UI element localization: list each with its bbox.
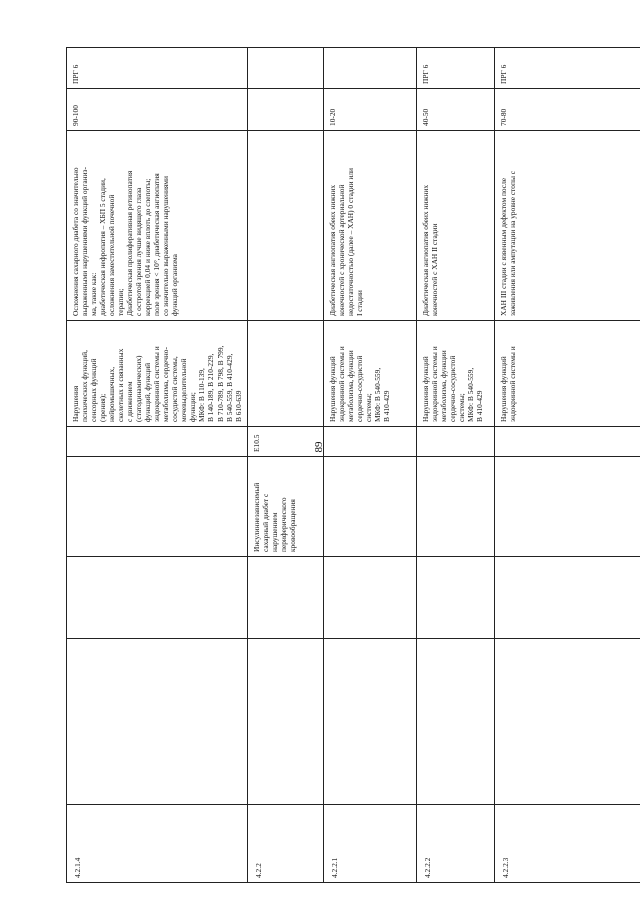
cell-code-text: 4.2.2.1 (329, 857, 339, 878)
cell-icd (416, 427, 494, 457)
cell-functions-line: с движением (125, 381, 135, 422)
cell-empty-2 (416, 557, 494, 639)
cell-description-line: I стадии (354, 290, 364, 316)
cell-description-line: диабетическая нефропатия – ХБП 5 стадии, (98, 178, 108, 316)
cell-functions-line: Нарушения функций (327, 356, 337, 422)
cell-diagnosis-line: нарушением (269, 512, 279, 552)
cell-description-line: со значительно выраженными нарушениями (161, 176, 171, 316)
cell-diagnosis (247, 457, 323, 557)
cell-percent (494, 89, 640, 131)
cell-diagnosis (67, 457, 248, 557)
cell-description-line: заживления или ампутации на уровне стопы с (507, 170, 517, 316)
cell-code (494, 805, 640, 883)
cell-category (247, 48, 323, 89)
cell-empty-1 (416, 639, 494, 805)
cell-description-line: осложнения заместительной почечной (107, 194, 117, 316)
cell-functions-line: сенсорных функций (89, 358, 99, 422)
cell-description-line: Диабетическая пролиферативная ретинопатия (125, 170, 135, 316)
cell-description (494, 131, 640, 321)
cell-code (416, 805, 494, 883)
cell-category (67, 48, 248, 89)
cell-description-line: терапии; (116, 288, 126, 316)
cell-functions-line: B 140-189, B 210-229, (206, 353, 216, 422)
cell-code (247, 805, 323, 883)
cell-diagnosis (416, 457, 494, 557)
table-row (247, 48, 323, 883)
cell-percent-text: 70-80 (498, 108, 508, 126)
cell-description-line: Осложнения сахарного диабета со значительно (71, 167, 80, 316)
cell-code-text: 4.2.2 (253, 863, 263, 878)
cell-description (323, 131, 416, 321)
classification-table (66, 47, 640, 883)
cell-percent (416, 89, 494, 131)
cell-description-line: функций организма (170, 254, 180, 316)
cell-functions-line: МКФ: B 540-559, (372, 367, 382, 422)
cell-description (67, 131, 248, 321)
cell-functions-line: (зрения); (98, 393, 108, 422)
cell-functions (416, 321, 494, 427)
cell-description-line: недостаточностью (далее – ХАН) 0 стадии или (345, 168, 355, 316)
cell-empty-2 (323, 557, 416, 639)
cell-functions-line: метаболизма, сердечно- (161, 347, 171, 422)
cell-category-text: ПРГ 6 (420, 64, 430, 84)
cell-empty-2 (494, 557, 640, 639)
cell-percent-text: 10-20 (327, 108, 337, 126)
cell-empty-1 (247, 639, 323, 805)
cell-description-line: с остротой зрения лучше видящего глаза (134, 187, 144, 316)
cell-category (323, 48, 416, 89)
cell-description-line: ХАН III стадии с язвенным дефектом после (498, 177, 508, 316)
table-row (494, 48, 640, 883)
cell-functions-line: сердечно-сосудистой (447, 355, 457, 422)
cell-functions-line: функций, функций (143, 362, 153, 422)
cell-diagnosis-line: кровообращения (287, 499, 297, 552)
cell-functions-line: B 710-789, B 798, B 799, (215, 345, 225, 422)
cell-percent-text: 90-100 (71, 105, 80, 126)
cell-code (67, 805, 248, 883)
table-row (67, 48, 248, 883)
cell-functions-line: Нарушения (71, 385, 80, 422)
cell-icd (247, 427, 323, 457)
cell-empty-2 (247, 557, 323, 639)
cell-functions-line: сосудистой системы, (170, 356, 180, 422)
cell-functions-line: эндокринной системы и (507, 346, 517, 422)
cell-category (416, 48, 494, 89)
cell-functions-line: эндокринной системы и (429, 346, 439, 422)
cell-empty-1 (67, 639, 248, 805)
cell-description (416, 131, 494, 321)
cell-functions-line: эндокринной системы и (336, 346, 346, 422)
cell-code-text: 4.2.2.3 (500, 857, 510, 878)
cell-functions-line: (статодинамических) (134, 355, 144, 422)
cell-functions-line: B 410-429 (381, 390, 391, 422)
cell-functions-line: мочевыделительной (179, 358, 189, 422)
cell-code-text: 4.2.1.4 (73, 857, 82, 878)
cell-description-line: ма, такие как: (89, 272, 99, 316)
cell-description-line: поле зрения < 10°, диабетическая ангиопатия (152, 173, 162, 316)
cell-functions-line: системы; (363, 393, 373, 422)
cell-description-line: Диабетическая ангиопатия обеих нижних (327, 184, 337, 316)
cell-empty-2 (67, 557, 248, 639)
cell-icd (323, 427, 416, 457)
cell-functions-line: психических функций, (80, 350, 90, 422)
cell-percent-text: 40-50 (420, 108, 430, 126)
cell-category-text: ПРГ 6 (71, 64, 80, 84)
cell-diagnosis-line: периферического (278, 497, 288, 552)
cell-percent (247, 89, 323, 131)
cell-description-line: коррекцией 0,04 и ниже вплоть до слепоты; (143, 178, 153, 316)
cell-description-line: Диабетическая ангиопатия обеих нижних (420, 184, 430, 316)
cell-icd (494, 427, 640, 457)
cell-functions-line: нейромышечных, (107, 366, 117, 422)
cell-empty-1 (323, 639, 416, 805)
cell-diagnosis (494, 457, 640, 557)
cell-percent (67, 89, 248, 131)
cell-functions (494, 321, 640, 427)
cell-code-text: 4.2.2.2 (422, 857, 432, 878)
cell-functions-line: метаболизма, функции (438, 350, 448, 422)
cell-code (323, 805, 416, 883)
cell-functions (247, 321, 323, 427)
cell-functions-line: B 540-559, B 410-429, (224, 353, 234, 422)
cell-functions-line: функции; (188, 392, 198, 422)
cell-diagnosis (323, 457, 416, 557)
table-row (323, 48, 416, 883)
cell-description-line: конечностей с хронической артериальной (336, 184, 346, 316)
cell-functions-line: эндокринной системы и (152, 346, 162, 422)
cell-functions-line: B 410-429 (474, 390, 484, 422)
cell-icd-text: E10.5 (251, 434, 261, 452)
cell-description-line: конечностей с ХАН II стадии (429, 223, 439, 316)
cell-functions-line: B 610-639 (233, 390, 243, 422)
table-body (67, 48, 640, 883)
cell-icd (67, 427, 248, 457)
cell-percent (323, 89, 416, 131)
cell-functions-line: Нарушения функций (420, 356, 430, 422)
table-row (416, 48, 494, 883)
cell-functions-line: МКФ: B 540-559, (465, 367, 475, 422)
cell-functions (67, 321, 248, 427)
cell-empty-1 (494, 639, 640, 805)
cell-functions (323, 321, 416, 427)
cell-category (494, 48, 640, 89)
cell-diagnosis-line: сахарный диабет с (260, 493, 270, 552)
cell-functions-line: системы; (456, 393, 466, 422)
cell-description-line: выраженными нарушениями функций организ- (80, 167, 90, 316)
cell-description (247, 131, 323, 321)
cell-diagnosis-line: Инсулиннезависимый (251, 482, 261, 552)
page-number: 89 (313, 441, 325, 453)
cell-category-text: ПРГ 6 (498, 64, 508, 84)
cell-functions-line: Нарушения функций (498, 356, 508, 422)
rotated-table-container (66, 48, 594, 883)
cell-functions-line: скелетных и связанных (116, 348, 126, 422)
cell-functions-line: метаболизма, функции (345, 350, 355, 422)
cell-functions-line: сердечно-сосудистой (354, 355, 364, 422)
cell-functions-line: МКФ: B 110-139, (197, 368, 207, 422)
